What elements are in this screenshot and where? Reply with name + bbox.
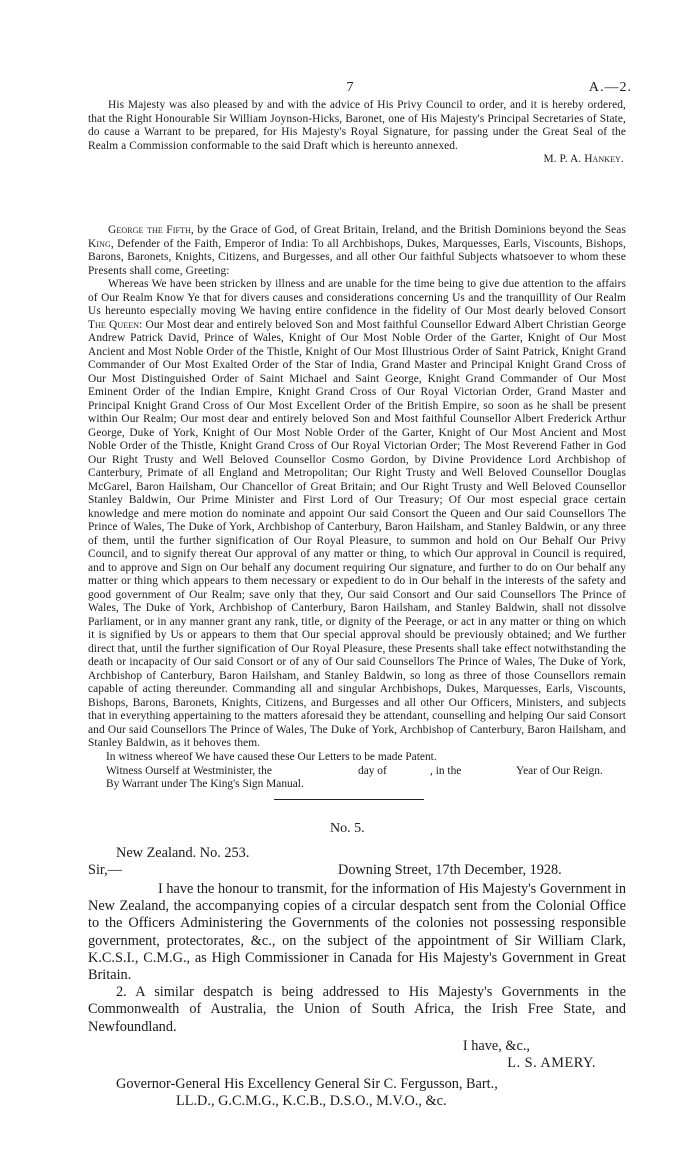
king-title: King xyxy=(88,237,111,250)
despatch-paragraph-2: 2. A similar despatch is being addressed to His Majesty's Governments in the Commonwealth of Australia, the Union of South Africa, the Irish Free State, and Newfoundland. xyxy=(88,984,626,1035)
addressee-line-1: Governor-General His Excellency General Sir C. Fergusson, Bart., xyxy=(116,1076,498,1092)
section-divider xyxy=(274,799,424,800)
commission-opening xyxy=(88,224,626,278)
page-number: 7 xyxy=(346,80,354,95)
order-signatory: M. P. A. Hankey. xyxy=(543,153,624,165)
commission-opening-text-2: , Defender of the Faith, Emperor of India: To all Archbishops, Dukes, Marquesses, Earls, Viscounts, Bishops, Barons, Baronets, Knights, Citizens, and Burgesses, and all other Our faithful Subjects whatsoever to whom these Presents shall come, Greeting: xyxy=(88,237,626,277)
despatch-paragraph-1: I have the honour to transmit, for the information of His Majesty's Government in New Zealand, the accompanying copies of a circular despatch sent from the Colonial Office to the Officers Administering the Governments of the colonies not possessing responsible government, protectorates, &c., on the subject of the appointment of Sir William Clark, K.C.S.I., C.M.G., as High Commissioner in Canada for His Majesty's Government in Great Britain. xyxy=(88,881,626,984)
salutation: Sir,— xyxy=(88,862,122,878)
colony-reference: New Zealand. No. 253. xyxy=(116,845,250,861)
witness-in-the: , in the xyxy=(430,764,462,777)
queen-title: The Queen xyxy=(88,318,140,331)
commission-section xyxy=(88,224,626,751)
commission-opening-text-1: , by the Grace of God, of Great Britain, Ireland, and the British Dominions beyond the Seas xyxy=(190,224,626,236)
addressee-line-2: LL.D., G.C.M.G., K.C.B., D.S.O., M.V.O., &c. xyxy=(176,1093,447,1110)
closing-phrase: I have, &c., xyxy=(462,1038,530,1054)
parliamentary-paper-reference: A.—2. xyxy=(588,80,632,95)
witness-line-1: In witness whereof We have caused these Our Letters to be made Patent. xyxy=(106,751,437,763)
commission-body-text-2: : Our Most dear and entirely beloved Son and Most faithful Counsellor Edward Albert Christian George Andrew Patrick David, Prince of Wales, Knight of Our Most Noble Order of the Garter, Knight of Our Most Ancient and Most Noble Order of the Thistle, Knight of Our Most Illustrious Order of Saint Patrick, Knight Grand Commander of Our Most Exalted Order of the Star of India, Grand Master and Principal Knight Grand Cross of Our Most Distinguished Order of Saint Michael and Saint George, Knight Grand Commander of Our Most Eminent Order of the Indian Empire, Knight Grand Cross of Our Royal Victorian Order, Grand Master and Principal Knight Grand Cross of Our Most Excellent Order of the British Empire, so soon as he shall be present within Our Realm; Our most dear and entirely beloved Son and Most faithful Counsellor Albert Frederick Arthur George, Duke of York, Knight of Our Most Noble Order of the Garter, Knight of Our Most Ancient and Most Noble Order of the Thistle, Knight Grand Cross of Our Royal Victorian Order; The Most Reverend Father in God Our Right Trusty and Well Beloved Counsellor Cosmo Gordon, by Divine Providence Lord Archbishop of Canterbury, Primate of all England and Metropolitan; Our Right Trusty and Well Beloved Counsellor Douglas McGarel, Baron Hailsham, Our Chancellor of Great Britain; and Our Right Trusty and Well Beloved Counsellor Stanley Baldwin, Our Prime Minister and First Lord of Our Treasury; Of Our most especial grace certain knowledge and mere motion do nominate and appoint Our said Consort the Queen and Our said Counsellors The Prince of Wales, The Duke of York, Archbishop of Canterbury, Baron Hailsham, and Stanley Baldwin, or any three of them, until the further signification of Our Royal Pleasure, to summon and hold on Our Behalf Our Privy Council, and to signify thereat Our approval of any matter or thing, to which Our approval in Council is required, and to approve and Sign on Our behalf any document requiring Our signature, and further to do on Our behalf any matter or thing which appears to them necessary or expedient to do in Our behalf in the interests of the safety and good government of Our Realm; save only that they, Our said Consort and Our said Counsellors The Prince of Wales, The Duke of York, Archbishop of Canterbury, Baron Hailsham, and Stanley Baldwin, shall not dissolve Parliament, or in any manner grant any rank, title, or dignity of the Peerage, or act in any matter or thing on which it is signified by Us or appears to them that Our special approval should be previously obtained; and We further direct that, until the further signification of Our Royal Pleasure, these Presents shall take effect notwithstanding the death or incapacity of Our said Consort or of any of Our said Counsellors The Prince of Wales, The Duke of York, Archbishop of Canterbury, Baron Hailsham, and Stanley Baldwin, so long as three of those Counsellors remain capable of acting thereunder. Commanding all and singular Archbishops, Dukes, Marquesses, Earls, Viscounts, Bishops, Barons, Baronets, Knights, Citizens, and Burgesses and all other Our Officers, Ministers, and subjects that in everything appertaining to the matters aforesaid they be attendant, counselling and helping Our said Consort and Our said Counsellors The Prince of Wales, The Duke of York, Archbishop of Canterbury, Baron Hailsham, and Stanley Baldwin, as it behoves them. xyxy=(88,318,626,749)
despatch-number: No. 5. xyxy=(330,821,365,836)
despatch-body xyxy=(88,881,626,1036)
order-section xyxy=(88,99,626,167)
place-and-date: Downing Street, 17th December, 1928. xyxy=(338,862,562,878)
commission-body-text-1: Whereas We have been stricken by illness and are unable for the time being to give due attention to the affairs of Our Realm Know Ye that for divers causes and considerations concerning Us and the tranquillity of Our Realm Us hereunto especially moving We having entire confidence in the fidelity of Our Most dearly beloved Consort xyxy=(88,278,626,317)
commission-witness-block xyxy=(106,751,626,792)
despatch-signatory: L. S. AMERY. xyxy=(507,1055,596,1072)
witness-line-2 xyxy=(106,765,626,779)
despatch-closing xyxy=(88,1038,626,1072)
witness-line-3: By Warrant under The King's Sign Manual. xyxy=(106,778,304,790)
witness-year-of-reign: Year of Our Reign. xyxy=(516,764,603,777)
witness-place: Witness Ourself at Westminister, the xyxy=(106,764,272,777)
commission-body xyxy=(88,278,626,751)
order-paragraph: His Majesty was also pleased by and with the advice of His Privy Council to order, and it is hereby ordered, that the Right Honourable Sir William Joynson-Hicks, Baronet, one of His Majesty's Principal Secretaries of State, do cause a Warrant to be prepared, for His Majesty's Royal Signature, for passing under the Great Seal of the Realm a Commission conformable to the said Draft which is hereunto annexed. xyxy=(88,99,626,152)
witness-day-of: day of xyxy=(358,764,387,777)
addressee-block xyxy=(116,1076,626,1110)
king-name: George the Fifth xyxy=(108,224,191,236)
